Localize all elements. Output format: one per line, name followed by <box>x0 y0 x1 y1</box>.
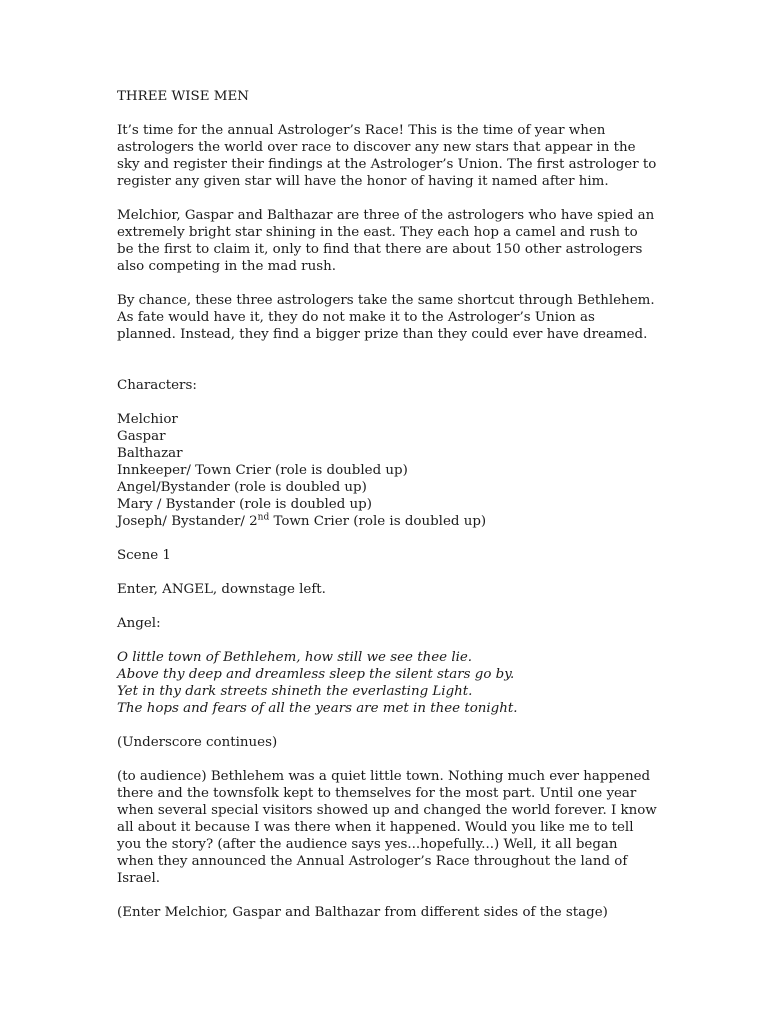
stage-direction-angel-enters: Enter, ANGEL, downstage left. <box>117 582 326 597</box>
verse-line: The hops and fears of all the years are met in thee tonight. <box>117 701 518 716</box>
character-item: Angel/Bystander (role is doubled up) <box>117 480 367 495</box>
character-item-last <box>117 513 657 530</box>
document-title: THREE WISE MEN <box>117 89 249 104</box>
characters-heading: Characters: <box>117 378 197 393</box>
speaker-angel: Angel: <box>117 616 161 631</box>
character-last-ordinal: nd <box>257 512 270 523</box>
character-item: Gaspar <box>117 429 166 444</box>
character-last-pre: Joseph/ Bystander/ 2 <box>117 514 258 529</box>
verse-line: Above thy deep and dreamless sleep the silent stars go by. <box>117 667 515 682</box>
scene-heading: Scene 1 <box>117 548 171 563</box>
stage-direction-underscore: (Underscore continues) <box>117 735 278 750</box>
verse-line: O little town of Bethlehem, how still we see thee lie. <box>117 650 473 665</box>
character-item: Melchior <box>117 412 178 427</box>
intro-paragraph-1: It’s time for the annual Astrologer’s Race! This is the time of year when astrologers the world over race to discover any new stars that appear in the sky and register their findings at the Astrologer’s Union. The first astrologer to register any given star will have the honor of having it named after him. <box>117 123 657 189</box>
song-verse <box>117 649 657 717</box>
angel-monologue: (to audience) Bethlehem was a quiet little town. Nothing much ever happened there and the townsfolk kept to themselves for the most part. Until one year when several special visitors showed up and changed the world forever. I know all about it because I was there when it happened. Would you like me to tell you the story? (after the audience says yes...hopefully...) Well, it all began when they announced the Annual Astrologer’s Race throughout the land of Israel. <box>117 769 657 886</box>
character-item: Mary / Bystander (role is doubled up) <box>117 497 372 512</box>
character-last-post: Town Crier (role is doubled up) <box>269 514 487 529</box>
verse-line: Yet in thy dark streets shineth the everlasting Light. <box>117 684 473 699</box>
document-page <box>117 88 657 938</box>
character-item: Innkeeper/ Town Crier (role is doubled up) <box>117 463 408 478</box>
character-item: Balthazar <box>117 446 183 461</box>
character-list <box>117 411 657 530</box>
stage-direction-wise-men-enter: (Enter Melchior, Gaspar and Balthazar from different sides of the stage) <box>117 905 608 920</box>
intro-paragraph-2: Melchior, Gaspar and Balthazar are three of the astrologers who have spied an extremely bright star shining in the east. They each hop a camel and rush to be the first to claim it, only to find that there are about 150 other astrologers also competing in the mad rush. <box>117 208 655 274</box>
intro-paragraph-3: By chance, these three astrologers take the same shortcut through Bethlehem. As fate would have it, they do not make it to the Astrologer’s Union as planned. Instead, they find a bigger prize than they could ever have dreamed. <box>117 293 655 342</box>
